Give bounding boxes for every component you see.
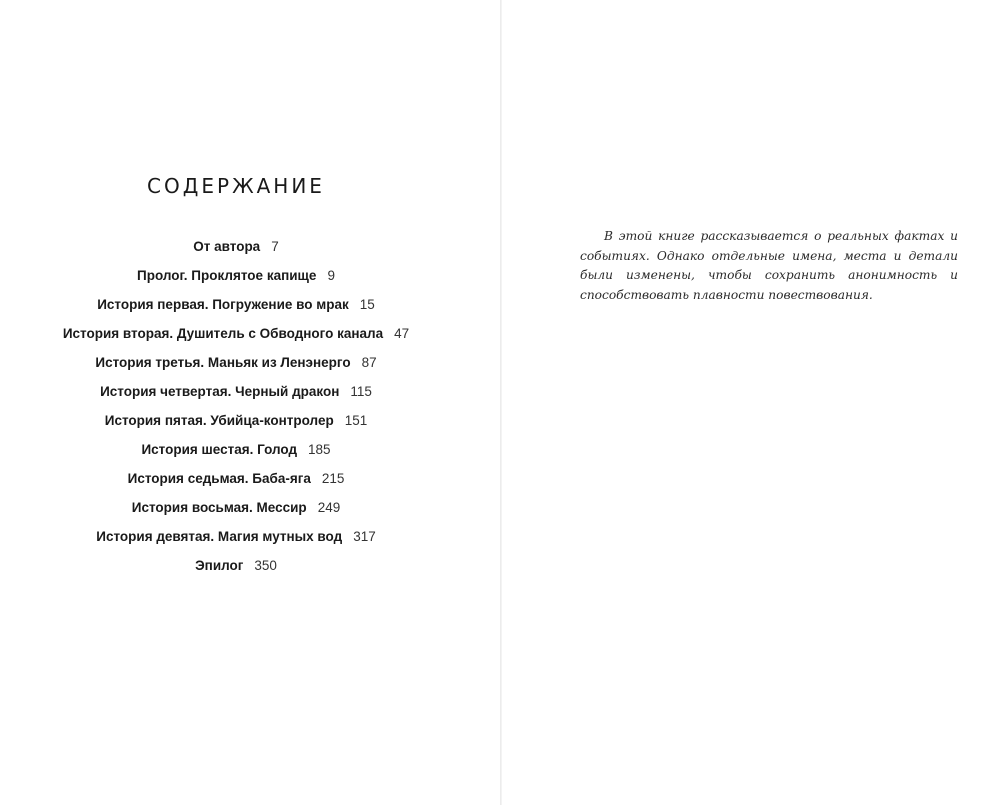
toc-entry-page-number: 15	[359, 297, 375, 312]
contents-list	[0, 236, 472, 584]
toc-entry-title: История четвертая. Черный дракон	[100, 384, 340, 399]
toc-entry-page-number: 215	[321, 471, 345, 486]
toc-entry-title: История первая. Погружение во мрак	[97, 297, 349, 312]
disclaimer-page	[502, 0, 1000, 805]
toc-entry-page-number: 350	[254, 558, 277, 573]
toc-entry-page-number: 9	[327, 268, 335, 283]
toc-entry[interactable]	[0, 439, 472, 468]
disclaimer-text: В этой книге рассказывается о реальных фактах и событиях. Однако отдельные имена, места и детали были изменены, чтобы сохранить анонимность и способствовать плавности повествования.	[580, 229, 958, 302]
toc-entry-title: История седьмая. Баба-яга	[127, 471, 311, 486]
toc-entry[interactable]	[0, 294, 472, 323]
toc-entry-title: История девятая. Магия мутных вод	[96, 529, 343, 544]
toc-entry-page-number: 87	[361, 355, 377, 370]
toc-entry-page-number: 317	[353, 529, 376, 544]
toc-entry-title: История шестая. Голод	[141, 442, 298, 457]
toc-entry[interactable]	[0, 236, 472, 265]
toc-entry-page-number: 151	[344, 413, 368, 428]
toc-entry[interactable]	[0, 526, 472, 555]
toc-entry[interactable]	[0, 323, 472, 352]
toc-entry-page-number: 47	[394, 326, 410, 341]
toc-entry-title: Эпилог	[195, 558, 244, 573]
toc-entry-title: История восьмая. Мессир	[131, 500, 307, 515]
toc-entry-page-number: 185	[308, 442, 331, 457]
toc-entry[interactable]	[0, 352, 472, 381]
toc-entry-title: От автора	[193, 239, 261, 254]
toc-entry-page-number: 249	[317, 500, 341, 515]
toc-entry[interactable]	[0, 410, 472, 439]
toc-entry-title: История вторая. Душитель с Обводного канала	[62, 326, 384, 341]
toc-entry-page-number: 7	[271, 239, 279, 254]
toc-entry-title: История пятая. Убийца-контролер	[104, 413, 334, 428]
toc-entry[interactable]	[0, 381, 472, 410]
contents-title: СОДЕРЖАНИЕ	[147, 174, 325, 198]
toc-entry[interactable]	[0, 497, 472, 526]
toc-entry[interactable]	[0, 555, 472, 584]
toc-entry-page-number: 115	[350, 384, 372, 399]
toc-entry-title: История третья. Маньяк из Ленэнерго	[95, 355, 351, 370]
toc-entry[interactable]	[0, 468, 472, 497]
toc-entry-title: Пролог. Проклятое капище	[137, 268, 317, 283]
toc-entry[interactable]	[0, 265, 472, 294]
